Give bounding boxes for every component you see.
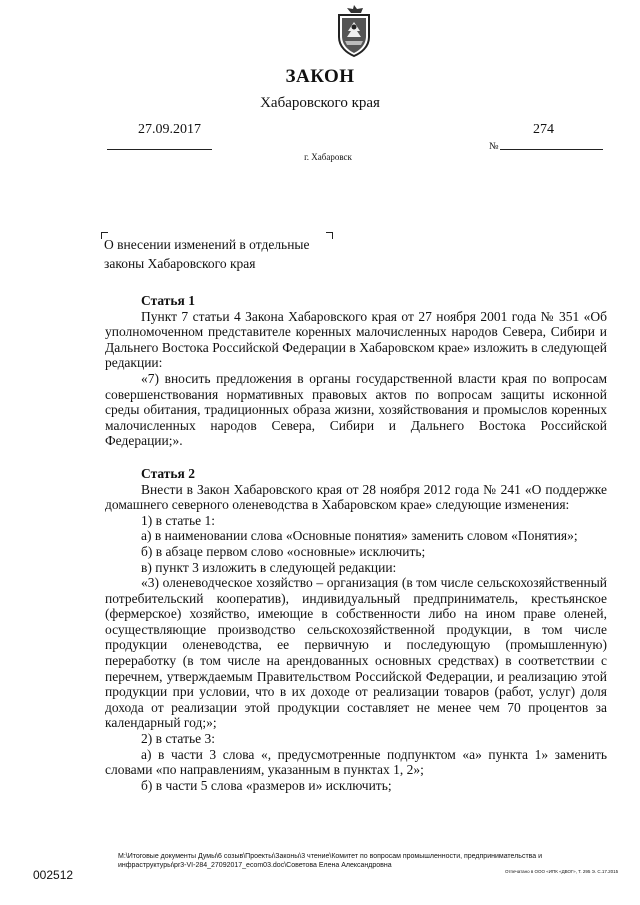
- document-body: [105, 293, 607, 793]
- article-2-heading: Статья 2: [141, 465, 195, 481]
- article-1-quote: «7) вносить предложения в органы государственной власти края по вопросам совершенствования нормативных правовых актов по вопросам защиты исконной среды обитания, традиционных образа жизни, хозяйствования и промыслов коренных малочисленных народов Севера, Сибири и Дальнего Востока Российской Федерации;».: [105, 370, 607, 449]
- file-path-footer: M:\Итоговые документы Думы\6 созыв\Проекты\Законы\3 чтение\Комитет по вопросам промышленности, предпринимательства и инфраструктуры\pr3-VI-284_27092017_ecom03.doc\Советова Елена Александровна: [118, 853, 543, 869]
- article-2-intro: Внести в Закон Хабаровского края от 28 ноября 2012 года № 241 «О поддержке домашнего северного оленеводства в Хабаровском крае» следующие изменения:: [105, 481, 607, 513]
- list-item: 2) в статье 3:: [141, 731, 215, 747]
- region-subtitle: Хабаровского края: [260, 95, 380, 111]
- list-item: а) в части 3 слова «, предусмотренные подпунктом «а» пункта 1» заменить словами «по направлениям, указанным в пунктах 1, 2»;: [105, 746, 607, 778]
- list-item: б) в абзаце первом слово «основные» исключить;: [141, 543, 426, 559]
- list-item: 1) в статье 1:: [141, 512, 215, 528]
- number-underline: [500, 149, 603, 150]
- coat-of-arms-emblem: [333, 3, 375, 59]
- registration-code: 002512: [33, 868, 74, 882]
- article-1-intro: Пункт 7 статьи 4 Закона Хабаровского края от 27 ноября 2001 года № 351 «Об уполномоченном представителе коренных малочисленных народов Севера, Сибири и Дальнего Востока Российской Федерации в Хабаровском крае» изложить в следующей редакции:: [105, 308, 607, 371]
- city-label: г. Хабаровск: [304, 152, 352, 162]
- document-type-title: ЗАКОН: [285, 66, 355, 87]
- date-underline: [107, 149, 212, 150]
- law-number: 274: [533, 122, 554, 137]
- print-note: Отпечатано в ООО «ИПК «ДВОГ», Т. 295 Э. С.17.2015: [505, 869, 619, 874]
- article-2-quote: «3) оленеводческое хозяйство – организация (в том числе сельскохозяйственный потребительский кооператив), индивидуальный предприниматель, крестьянское (фермерское) хозяйство, имеющие в собственности либо на ином праве оленей, осуществляющие производство сельскохозяйственной продукции, в том числе продукции оленеводства, ее первичную и последующую (промышленную) переработку (в том числе на арендованных основных средствах) в соответствии с перечнем, утверждаемым Правительством Российской Федерации, и реализацию этой продукции при условии, что в их доходе от реализации товаров (работ, услуг) доля дохода от реализации этой продукции составляет не менее чем 70 процентов за календарный год;»;: [105, 575, 607, 731]
- law-date: 27.09.2017: [138, 122, 201, 137]
- article-1-heading: Статья 1: [141, 293, 195, 308]
- list-item: б) в части 5 слова «размеров и» исключить;: [141, 777, 392, 793]
- list-item: а) в наименовании слова «Основные понятия» заменить словом «Понятия»;: [141, 528, 578, 544]
- number-label: №: [489, 141, 499, 152]
- document-title: О внесении изменений в отдельные законы Хабаровского края: [104, 237, 310, 271]
- list-item: в) пункт 3 изложить в следующей редакции:: [141, 559, 397, 575]
